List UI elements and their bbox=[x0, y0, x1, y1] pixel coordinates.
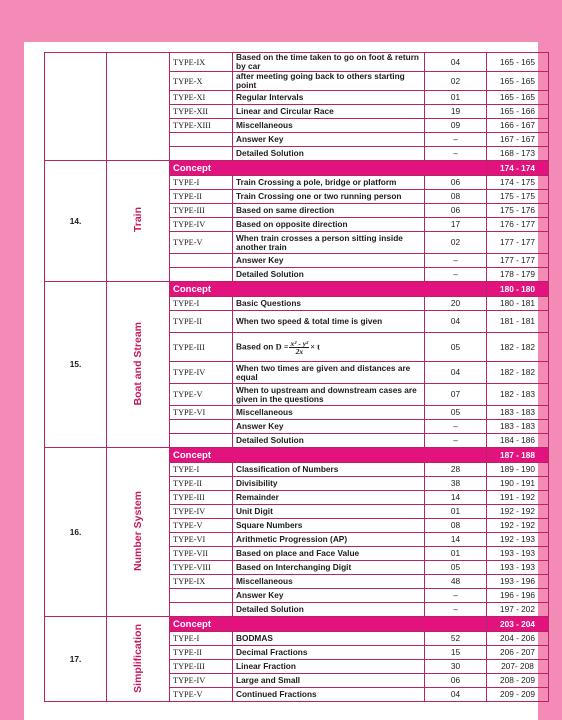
topic-title: Answer Key bbox=[233, 420, 425, 434]
question-count: 28 bbox=[425, 463, 487, 477]
question-count: 17 bbox=[425, 218, 487, 232]
type-label: TYPE-II bbox=[170, 477, 233, 491]
topic-title: Detailed Solution bbox=[233, 603, 425, 617]
page-range: 182 - 182 bbox=[487, 333, 549, 362]
type-label: TYPE-IV bbox=[170, 218, 233, 232]
type-label: TYPE-V bbox=[170, 232, 233, 254]
page-range: 177 - 177 bbox=[487, 232, 549, 254]
type-label: TYPE-VII bbox=[170, 547, 233, 561]
section-number: 17. bbox=[45, 617, 107, 702]
section-topic bbox=[107, 53, 170, 161]
page-range: 178 - 179 bbox=[487, 268, 549, 282]
topic-title: Square Numbers bbox=[233, 519, 425, 533]
concept-row[interactable] bbox=[45, 617, 549, 632]
topic-title: Detailed Solution bbox=[233, 268, 425, 282]
page-range: 197 - 202 bbox=[487, 603, 549, 617]
page-range: 183 - 183 bbox=[487, 406, 549, 420]
topic-title: Answer Key bbox=[233, 254, 425, 268]
section-number: 16. bbox=[45, 448, 107, 617]
concept-label: Concept bbox=[170, 617, 487, 632]
topic-title: Miscellaneous bbox=[233, 406, 425, 420]
page-range: 207- 208 bbox=[487, 660, 549, 674]
question-count: – bbox=[425, 420, 487, 434]
page-range: 208 - 209 bbox=[487, 674, 549, 688]
topic-title: BODMAS bbox=[233, 632, 425, 646]
topic-title: Train Crossing one or two running person bbox=[233, 190, 425, 204]
type-label: TYPE-IX bbox=[170, 575, 233, 589]
question-count: 04 bbox=[425, 53, 487, 72]
page-range: 182 - 182 bbox=[487, 362, 549, 384]
type-label: TYPE-IV bbox=[170, 505, 233, 519]
question-count: 04 bbox=[425, 688, 487, 702]
question-count: 04 bbox=[425, 311, 487, 333]
question-count: 14 bbox=[425, 491, 487, 505]
page-range: 192 - 193 bbox=[487, 533, 549, 547]
page-range: 166 - 167 bbox=[487, 119, 549, 133]
type-label bbox=[170, 133, 233, 147]
question-count: – bbox=[425, 133, 487, 147]
section-number bbox=[45, 53, 107, 161]
question-count: 19 bbox=[425, 105, 487, 119]
question-count: 05 bbox=[425, 561, 487, 575]
page-range: 176 - 177 bbox=[487, 218, 549, 232]
question-count: – bbox=[425, 254, 487, 268]
type-label: TYPE-V bbox=[170, 384, 233, 406]
concept-row[interactable] bbox=[45, 161, 549, 176]
type-label: TYPE-VI bbox=[170, 533, 233, 547]
topic-title: When two times are given and distances are equal bbox=[233, 362, 425, 384]
type-label: TYPE-IV bbox=[170, 362, 233, 384]
page-range: 209 - 209 bbox=[487, 688, 549, 702]
type-label bbox=[170, 420, 233, 434]
page-range: 165 - 165 bbox=[487, 53, 549, 72]
question-count: – bbox=[425, 268, 487, 282]
page-range: 189 - 190 bbox=[487, 463, 549, 477]
question-count: – bbox=[425, 147, 487, 161]
type-label: TYPE-VIII bbox=[170, 561, 233, 575]
section-topic-label: Simplification bbox=[131, 623, 144, 693]
type-label: TYPE-III bbox=[170, 333, 233, 362]
question-count: 05 bbox=[425, 333, 487, 362]
question-count: 01 bbox=[425, 547, 487, 561]
contents-table bbox=[44, 52, 549, 702]
section-number: 15. bbox=[45, 282, 107, 448]
type-label: TYPE-II bbox=[170, 646, 233, 660]
question-count: 06 bbox=[425, 204, 487, 218]
concept-row[interactable] bbox=[45, 448, 549, 463]
type-label: TYPE-II bbox=[170, 190, 233, 204]
question-count: 15 bbox=[425, 646, 487, 660]
topic-title: Divisibility bbox=[233, 477, 425, 491]
type-label: TYPE-XII bbox=[170, 105, 233, 119]
formula-fraction bbox=[289, 340, 309, 355]
topic-title: When to upstream and downstream cases are given in the questions bbox=[233, 384, 425, 406]
type-label: TYPE-VI bbox=[170, 406, 233, 420]
type-label: TYPE-IV bbox=[170, 674, 233, 688]
page-range: 165 - 165 bbox=[487, 91, 549, 105]
page-range: 168 - 173 bbox=[487, 147, 549, 161]
formula-lhs: D = bbox=[275, 342, 289, 352]
page-range: 165 - 165 bbox=[487, 72, 549, 91]
page-range: 175 - 176 bbox=[487, 204, 549, 218]
type-label: TYPE-X bbox=[170, 72, 233, 91]
page-range: 204 - 206 bbox=[487, 632, 549, 646]
topic-title: Based on the time taken to go on foot & return by car bbox=[233, 53, 425, 72]
topic-title: Remainder bbox=[233, 491, 425, 505]
concept-row[interactable] bbox=[45, 282, 549, 297]
topic-title: Train Crossing a pole, bridge or platform bbox=[233, 176, 425, 190]
page-range: 192 - 192 bbox=[487, 505, 549, 519]
topic-title: Large and Small bbox=[233, 674, 425, 688]
question-count: 04 bbox=[425, 362, 487, 384]
concept-label: Concept bbox=[170, 282, 487, 297]
page-range: 175 - 175 bbox=[487, 190, 549, 204]
page-range: 167 - 167 bbox=[487, 133, 549, 147]
section-number: 14. bbox=[45, 161, 107, 282]
formula-numerator: x² - y² bbox=[290, 338, 309, 348]
topic-title: Linear Fraction bbox=[233, 660, 425, 674]
concept-pages: 203 - 204 bbox=[487, 617, 549, 632]
topic-title: Regular Intervals bbox=[233, 91, 425, 105]
page-range: 191 - 192 bbox=[487, 491, 549, 505]
type-label: TYPE-III bbox=[170, 204, 233, 218]
question-count: 08 bbox=[425, 190, 487, 204]
type-label: TYPE-I bbox=[170, 297, 233, 311]
type-label: TYPE-V bbox=[170, 688, 233, 702]
question-count: 01 bbox=[425, 505, 487, 519]
page-range: 193 - 193 bbox=[487, 561, 549, 575]
topic-title: after meeting going back to others starting point bbox=[233, 72, 425, 91]
section-topic bbox=[107, 448, 170, 617]
page-range: 180 - 181 bbox=[487, 297, 549, 311]
question-count: 52 bbox=[425, 632, 487, 646]
topic-title: Decimal Fractions bbox=[233, 646, 425, 660]
question-count: 05 bbox=[425, 406, 487, 420]
formula-rhs: × t bbox=[310, 342, 320, 352]
page-range: 184 - 186 bbox=[487, 434, 549, 448]
page-range: 165 - 166 bbox=[487, 105, 549, 119]
topic-title: Answer Key bbox=[233, 589, 425, 603]
question-count: 07 bbox=[425, 384, 487, 406]
topic-title: Unit Digit bbox=[233, 505, 425, 519]
concept-label: Concept bbox=[170, 161, 487, 176]
question-count: 06 bbox=[425, 176, 487, 190]
question-count: 30 bbox=[425, 660, 487, 674]
page-range: 193 - 193 bbox=[487, 547, 549, 561]
question-count: – bbox=[425, 434, 487, 448]
topic-title: Basic Questions bbox=[233, 297, 425, 311]
concept-pages: 187 - 188 bbox=[487, 448, 549, 463]
type-label: TYPE-I bbox=[170, 463, 233, 477]
type-label: TYPE-XI bbox=[170, 91, 233, 105]
type-label: TYPE-I bbox=[170, 176, 233, 190]
section-topic-label: Boat and Stream bbox=[131, 321, 144, 406]
topic-title: Arithmetic Progression (AP) bbox=[233, 533, 425, 547]
document-page bbox=[24, 42, 538, 720]
type-label: TYPE-IX bbox=[170, 53, 233, 72]
topic-title: Miscellaneous bbox=[233, 575, 425, 589]
topic-title: Detailed Solution bbox=[233, 147, 425, 161]
type-label bbox=[170, 254, 233, 268]
section-topic bbox=[107, 282, 170, 448]
topic-title bbox=[233, 333, 425, 362]
topic-title: Based on same direction bbox=[233, 204, 425, 218]
topic-title: When two speed & total time is given bbox=[233, 311, 425, 333]
page-range: 181 - 181 bbox=[487, 311, 549, 333]
topic-title: Based on place and Face Value bbox=[233, 547, 425, 561]
topic-title: Based on Interchanging Digit bbox=[233, 561, 425, 575]
type-label: TYPE-I bbox=[170, 632, 233, 646]
page-range: 206 - 207 bbox=[487, 646, 549, 660]
page-range: 182 - 183 bbox=[487, 384, 549, 406]
type-label bbox=[170, 589, 233, 603]
question-count: 06 bbox=[425, 674, 487, 688]
question-count: 02 bbox=[425, 72, 487, 91]
topic-title: Continued Fractions bbox=[233, 688, 425, 702]
topic-title: Miscellaneous bbox=[233, 119, 425, 133]
concept-pages: 174 - 174 bbox=[487, 161, 549, 176]
question-count: 09 bbox=[425, 119, 487, 133]
type-label: TYPE-III bbox=[170, 491, 233, 505]
page-range: 190 - 191 bbox=[487, 477, 549, 491]
formula-denominator: 2x bbox=[295, 346, 304, 356]
question-count: 02 bbox=[425, 232, 487, 254]
type-label: TYPE-XIII bbox=[170, 119, 233, 133]
topic-title: Classification of Numbers bbox=[233, 463, 425, 477]
toc-row[interactable] bbox=[45, 53, 549, 72]
page-range: 192 - 192 bbox=[487, 519, 549, 533]
formula-prefix: Based on bbox=[236, 341, 274, 352]
type-label bbox=[170, 603, 233, 617]
topic-title: Based on opposite direction bbox=[233, 218, 425, 232]
topic-title: Answer Key bbox=[233, 133, 425, 147]
concept-label: Concept bbox=[170, 448, 487, 463]
question-count: – bbox=[425, 589, 487, 603]
question-count: – bbox=[425, 603, 487, 617]
section-topic bbox=[107, 161, 170, 282]
section-topic-label: Train bbox=[131, 207, 144, 233]
type-label bbox=[170, 268, 233, 282]
question-count: 20 bbox=[425, 297, 487, 311]
question-count: 38 bbox=[425, 477, 487, 491]
topic-title: Detailed Solution bbox=[233, 434, 425, 448]
type-label: TYPE-III bbox=[170, 660, 233, 674]
page-range: 193 - 196 bbox=[487, 575, 549, 589]
page-range: 196 - 196 bbox=[487, 589, 549, 603]
section-topic-label: Number System bbox=[131, 491, 144, 571]
topic-title: When train crosses a person sitting inside another train bbox=[233, 232, 425, 254]
page-range: 183 - 183 bbox=[487, 420, 549, 434]
type-label bbox=[170, 147, 233, 161]
page-range: 174 - 175 bbox=[487, 176, 549, 190]
type-label bbox=[170, 434, 233, 448]
question-count: 08 bbox=[425, 519, 487, 533]
type-label: TYPE-V bbox=[170, 519, 233, 533]
section-topic bbox=[107, 617, 170, 702]
question-count: 01 bbox=[425, 91, 487, 105]
page-range: 177 - 177 bbox=[487, 254, 549, 268]
type-label: TYPE-II bbox=[170, 311, 233, 333]
question-count: 14 bbox=[425, 533, 487, 547]
concept-pages: 180 - 180 bbox=[487, 282, 549, 297]
topic-title: Linear and Circular Race bbox=[233, 105, 425, 119]
question-count: 48 bbox=[425, 575, 487, 589]
